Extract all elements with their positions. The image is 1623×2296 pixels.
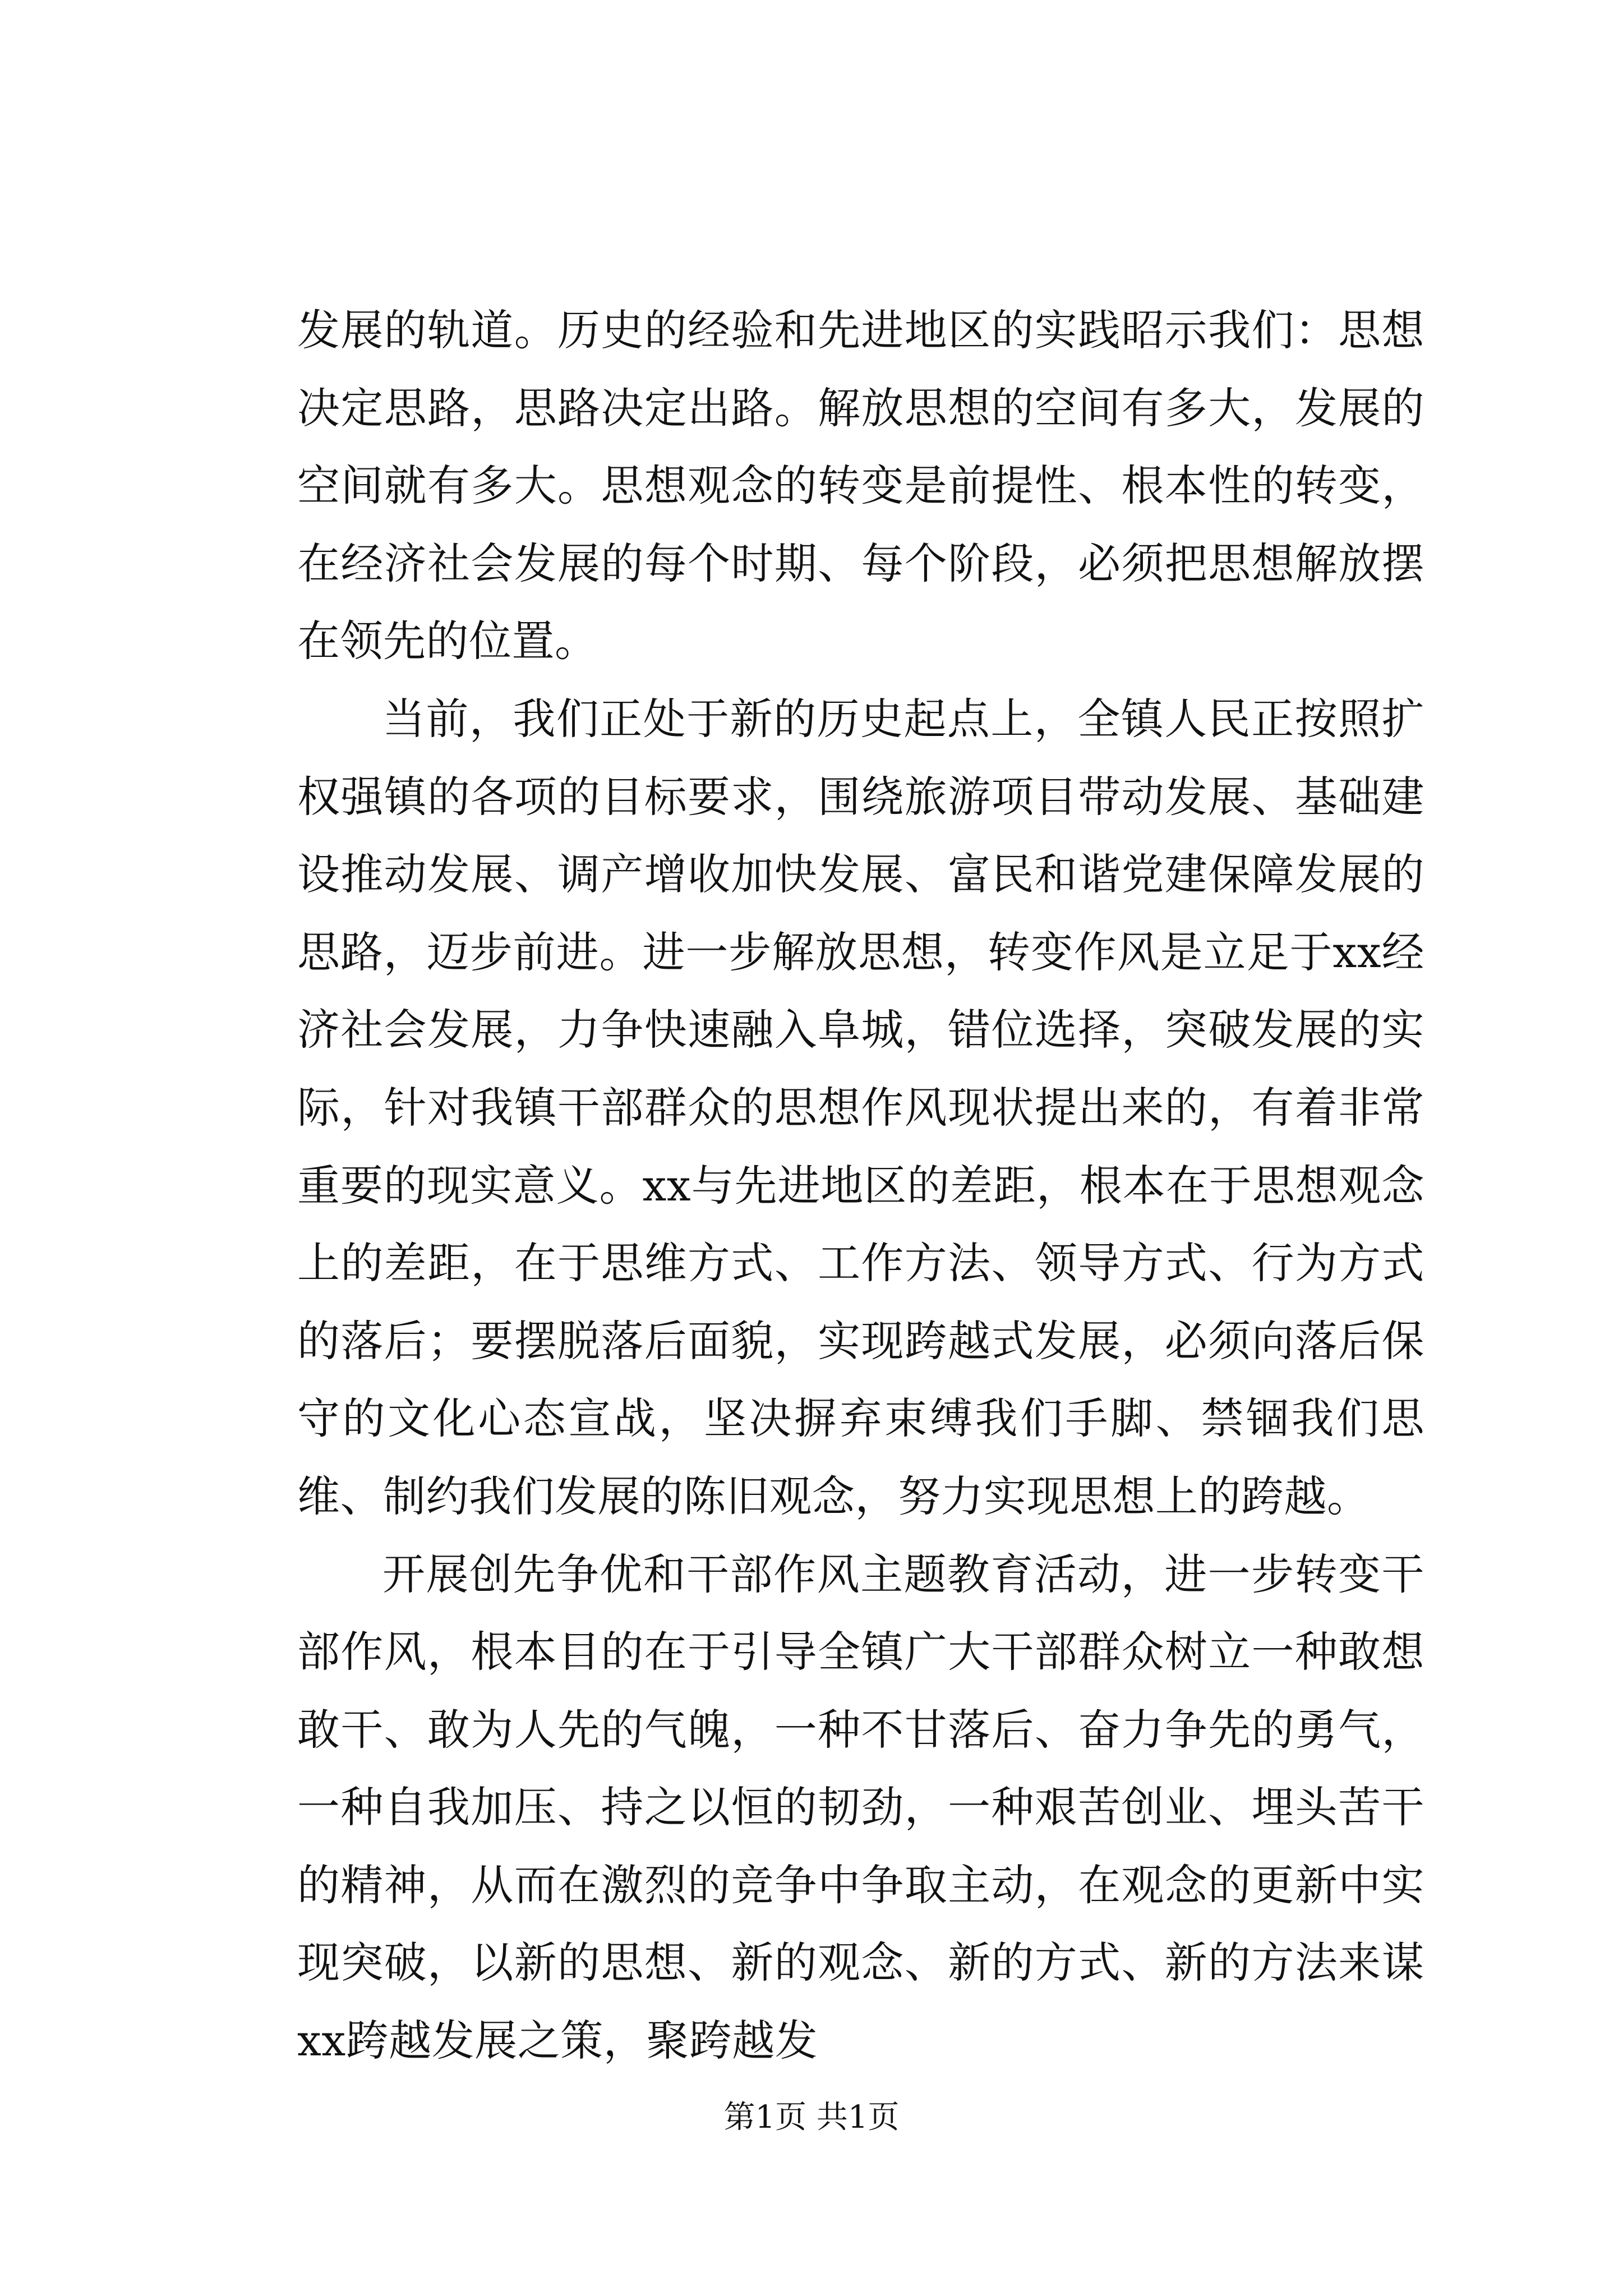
- paragraph-1: 发展的轨道。历史的经验和先进地区的实践昭示我们：思想决定思路，思路决定出路。解放思想的空间有多大，发展的空间就有多大。思想观念的转变是前提性、根本性的转变，在经济社会发展的每个时期、每个阶段，必须把思想解放摆在领先的位置。: [297, 305, 1424, 666]
- page-footer: 第1页 共1页: [723, 2099, 900, 2136]
- paragraph-3: 开展创先争优和干部作风主题教育活动，进一步转变干部作风，根本目的在于引导全镇广大干部群众树立一种敢想敢干、敢为人先的气魄，一种不甘落后、奋力争先的勇气，一种自我加压、持之以恒的韧劲，一种艰苦创业、埋头苦干的精神，从而在激烈的竞争中争取主动，在观念的更新中实现突破，以新的思想、新的观念、新的方式、新的方法来谋xx跨越发展之策，聚跨越发: [297, 1549, 1424, 2066]
- document-body: [297, 292, 1424, 2080]
- paragraph-2: 当前，我们正处于新的历史起点上，全镇人民正按照扩权强镇的各项的目标要求，围绕旅游项目带动发展、基础建设推动发展、调产增收加快发展、富民和谐党建保障发展的思路，迈步前进。进一步解放思想，转变作风是立足于xx经济社会发展，力争快速融入阜城，错位选择，突破发展的实际，针对我镇干部群众的思想作风现状提出来的，有着非常重要的现实意义。xx与先进地区的差距，根本在于思想观念上的差距，在于思维方式、工作方法、领导方式、行为方式的落后；要摆脱落后面貌，实现跨越式发展，必须向落后保守的文化心态宣战，坚决摒弃束缚我们手脚、禁锢我们思维、制约我们发展的陈旧观念，努力实现思想上的跨越。: [297, 693, 1424, 1521]
